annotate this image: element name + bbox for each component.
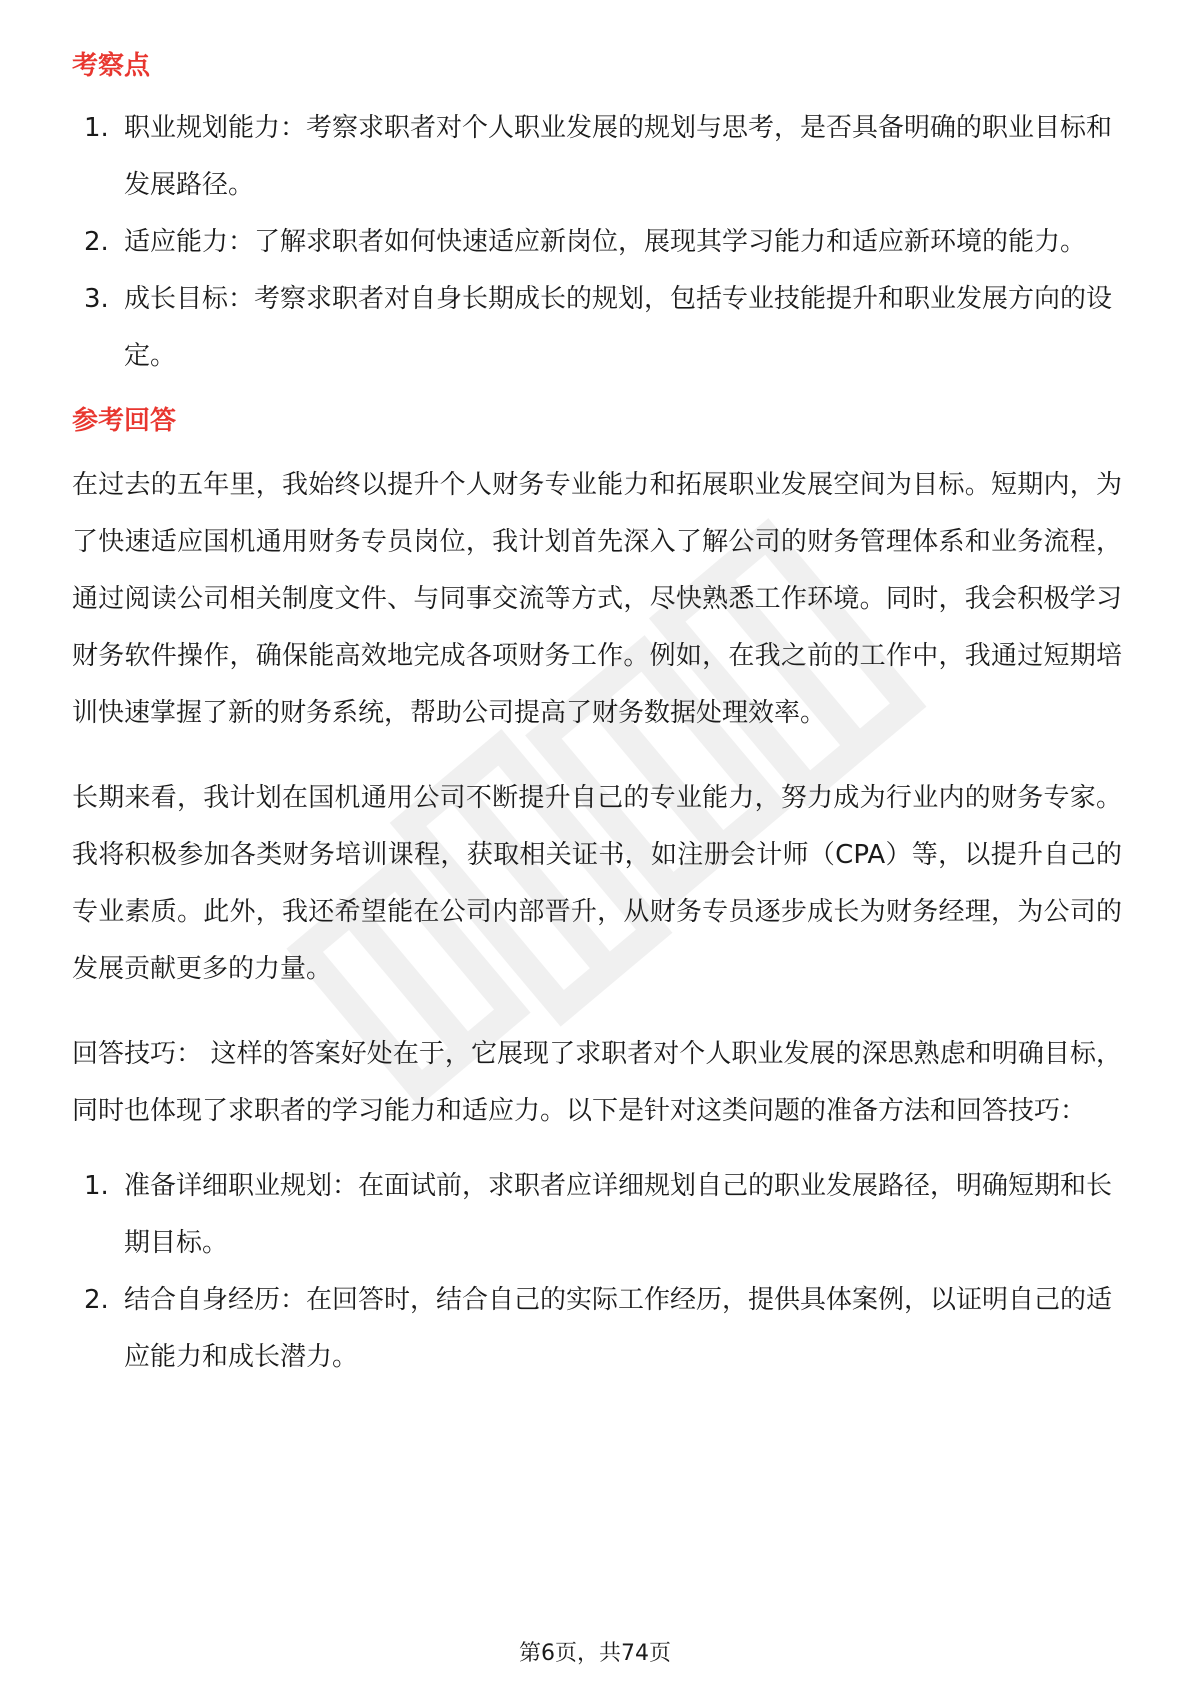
list-item-text: 职业规划能力：考察求职者对个人职业发展的规划与思考，是否具备明确的职业目标和发展路径。 xyxy=(124,113,1113,200)
list-item xyxy=(72,1158,1122,1272)
list-item xyxy=(72,1272,1122,1386)
list-item-number: 2. xyxy=(84,1285,109,1315)
list-item xyxy=(72,214,1122,271)
exam-points-list xyxy=(72,100,1122,385)
list-item xyxy=(72,100,1122,214)
page-number: 第6页，共74页 xyxy=(519,1641,671,1666)
list-item-number: 1. xyxy=(84,1171,109,1201)
list-item-text: 适应能力：了解求职者如何快速适应新岗位，展现其学习能力和适应新环境的能力。 xyxy=(124,227,1087,257)
reference-answer-title: 参考回答 xyxy=(72,406,177,436)
list-item-text: 成长目标：考察求职者对自身长期成长的规划，包括专业技能提升和职业发展方向的设定。 xyxy=(124,284,1113,371)
list-item-text: 准备详细职业规划：在面试前，求职者应详细规划自己的职业发展路径，明确短期和长期目标。 xyxy=(124,1171,1113,1258)
answer-tips-intro: 回答技巧： 这样的答案好处在于，它展现了求职者对个人职业发展的深思熟虑和明确目标，同时也体现了求职者的学习能力和适应力。以下是针对这类问题的准备方法和回答技巧： xyxy=(72,1039,1122,1126)
list-item xyxy=(72,271,1122,385)
list-item-number: 1. xyxy=(84,113,109,143)
list-item-text: 结合自身经历：在回答时，结合自己的实际工作经历，提供具体案例，以证明自己的适应能力和成长潜力。 xyxy=(124,1285,1113,1372)
exam-points-title: 考察点 xyxy=(72,51,151,81)
answer-tips-list xyxy=(72,1158,1122,1386)
list-item-number: 3. xyxy=(84,284,109,314)
list-item-number: 2. xyxy=(84,227,109,257)
document-content xyxy=(72,40,1122,1386)
answer-paragraph: 在过去的五年里，我始终以提升个人财务专业能力和拓展职业发展空间为目标。短期内，为了快速适应国机通用财务专员岗位，我计划首先深入了解公司的财务管理体系和业务流程，通过阅读公司相关制度文件、与同事交流等方式，尽快熟悉工作环境。同时，我会积极学习财务软件操作，确保能高效地完成各项财务工作。例如，在我之前的工作中，我通过短期培训快速掌握了新的财务系统，帮助公司提高了财务数据处理效率。 xyxy=(72,470,1122,728)
answer-paragraph: 长期来看，我计划在国机通用公司不断提升自己的专业能力，努力成为行业内的财务专家。我将积极参加各类财务培训课程，获取相关证书，如注册会计师（CPA）等，以提升自己的专业素质。此外，我还希望能在公司内部晋升，从财务专员逐步成长为财务经理，为公司的发展贡献更多的力量。 xyxy=(72,783,1122,984)
